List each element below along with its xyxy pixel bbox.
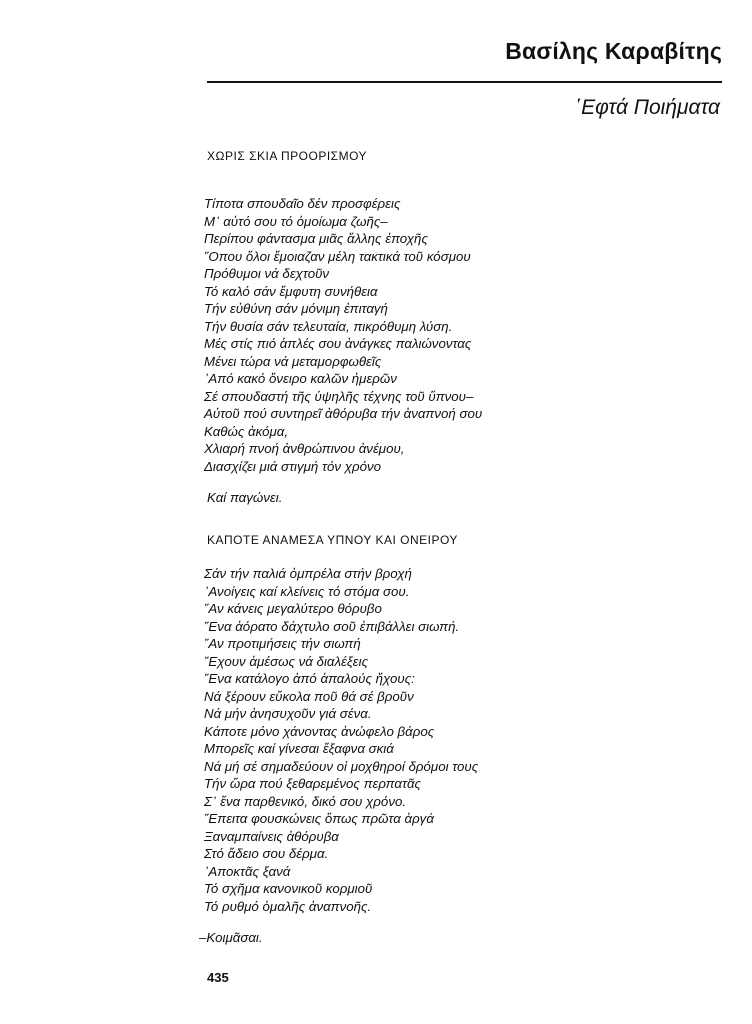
- poem1-line: Χλιαρή πνοή ἀνθρώπινου ἀνέμου,: [204, 441, 405, 456]
- poem2-body: [204, 565, 478, 915]
- poem1-line: Τίποτα σπουδαῖο δέν προσφέρεις: [204, 196, 401, 211]
- poem1-line: Σέ σπουδαστή τῆς ὑψηλῆς τέχνης τοῦ ὕπνου–: [204, 388, 474, 404]
- poem1-line: ᾽Από κακό ὄνειρο καλῶν ἡμερῶν: [204, 371, 397, 386]
- poem2-line: Τό ρυθμό ὁμαλῆς ἀναπνοῆς.: [204, 898, 372, 914]
- book-title: ῾Εφτά Ποιήματα: [574, 96, 720, 119]
- poem1-body: [204, 195, 482, 475]
- poem1-line: Μές στίς πιό ἁπλές σου ἀνάγκες παλιώνοντας: [204, 336, 472, 351]
- poem1-line: Τήν εὐθύνη σάν μόνιμη ἐπιταγή: [204, 301, 388, 316]
- header-rule: [207, 81, 722, 83]
- poem2-line: ῎Αν κάνεις μεγαλύτερο θόρυβο: [204, 601, 382, 616]
- poem2-line: Ξαναμπαίνεις ἀθόρυβα: [204, 828, 339, 844]
- page-number: 435: [207, 970, 229, 985]
- poem1-line: Καθώς ἀκόμα,: [204, 423, 289, 439]
- author-name: Βασίλης Καραβίτης: [505, 38, 722, 64]
- poem2-title: ΚΑΠΟΤΕ ΑΝΑΜΕΣΑ ΥΠΝΟΥ ΚΑΙ ΟΝΕΙΡΟΥ: [207, 533, 458, 547]
- poem2-line: Νά ξέρουν εὔκολα ποῦ θά σέ βροῦν: [204, 688, 414, 704]
- poem2-ending: –Κοιμᾶσαι.: [199, 930, 263, 945]
- poem2-line: ῞Ενα ἀόρατο δάχτυλο σοῦ ἐπιβάλλει σιωπή.: [204, 618, 460, 634]
- poem2-line: Νά μήν ἀνησυχοῦν γιά σένα.: [204, 706, 372, 721]
- poem1-line: Τήν θυσία σάν τελευταία, πικρόθυμη λύση.: [204, 318, 453, 334]
- poem1-line: Μένει τώρα νά μεταμορφωθεῖς: [204, 353, 382, 369]
- poem1-line: Τό καλό σάν ἔμφυτη συνήθεια: [204, 283, 378, 299]
- poem1-line: Περίπου φάντασμα μιᾶς ἄλλης ἐποχῆς: [204, 231, 428, 246]
- poem2-line: ῎Αν προτιμήσεις τήν σιωπή: [204, 636, 361, 651]
- poem2-line: Τό σχῆμα κανονικοῦ κορμιοῦ: [204, 881, 373, 896]
- poem1-line: Πρόθυμοι νά δεχτοῦν: [204, 266, 330, 281]
- poem2-line: Κάποτε μόνο χάνοντας ἀνώφελο βάρος: [204, 723, 435, 739]
- poem2-line: Σάν τήν παλιά ὀμπρέλα στήν βροχή: [204, 566, 412, 581]
- poem2-line: Σ᾽ ἕνα παρθενικό, δικό σου χρόνο.: [204, 793, 407, 809]
- poem2-line: Νά μή σέ σημαδεύουν οἱ μοχθηροί δρόμοι τους: [204, 758, 479, 774]
- poem1-ending: Καί παγώνει.: [207, 490, 283, 505]
- poem2-line: ᾽Αποκτᾶς ξανά: [204, 863, 291, 879]
- poem2-line: Στό ἄδειο σου δέρμα.: [204, 846, 329, 861]
- poem2-line: ῎Επειτα φουσκώνεις ὅπως πρῶτα ἀργά: [204, 811, 434, 826]
- poem2-line: ῞Ενα κατάλογο ἀπό ἁπαλούς ἤχους:: [204, 671, 415, 686]
- poem2-line: Μπορεῖς καί γίνεσαι ἔξαφνα σκιά: [204, 741, 394, 756]
- poem2-line: Τήν ὥρα πού ξεθαρεμένος περπατᾶς: [204, 776, 421, 791]
- poem2-line: ῎Εχουν ἀμέσως νά διαλέξεις: [204, 653, 369, 669]
- poem1-line: Διασχίζει μιά στιγμή τόν χρόνο: [204, 458, 382, 474]
- poem1-line: ῞Οπου ὅλοι ἔμοιαζαν μέλη τακτικά τοῦ κόσμου: [204, 248, 471, 264]
- poem2-line: ᾽Ανοίγεις καί κλείνεις τό στόμα σου.: [204, 583, 410, 599]
- poem1-line: Αὐτοῦ πού συντηρεῖ ἀθόρυβα τήν ἀναπνοή σου: [204, 406, 483, 421]
- poem1-line: Μ᾽ αὐτό σου τό ὁμοίωμα ζωῆς–: [204, 213, 388, 229]
- poem1-title: ΧΩΡΙΣ ΣΚΙΑ ΠΡΟΟΡΙΣΜΟΥ: [207, 149, 368, 163]
